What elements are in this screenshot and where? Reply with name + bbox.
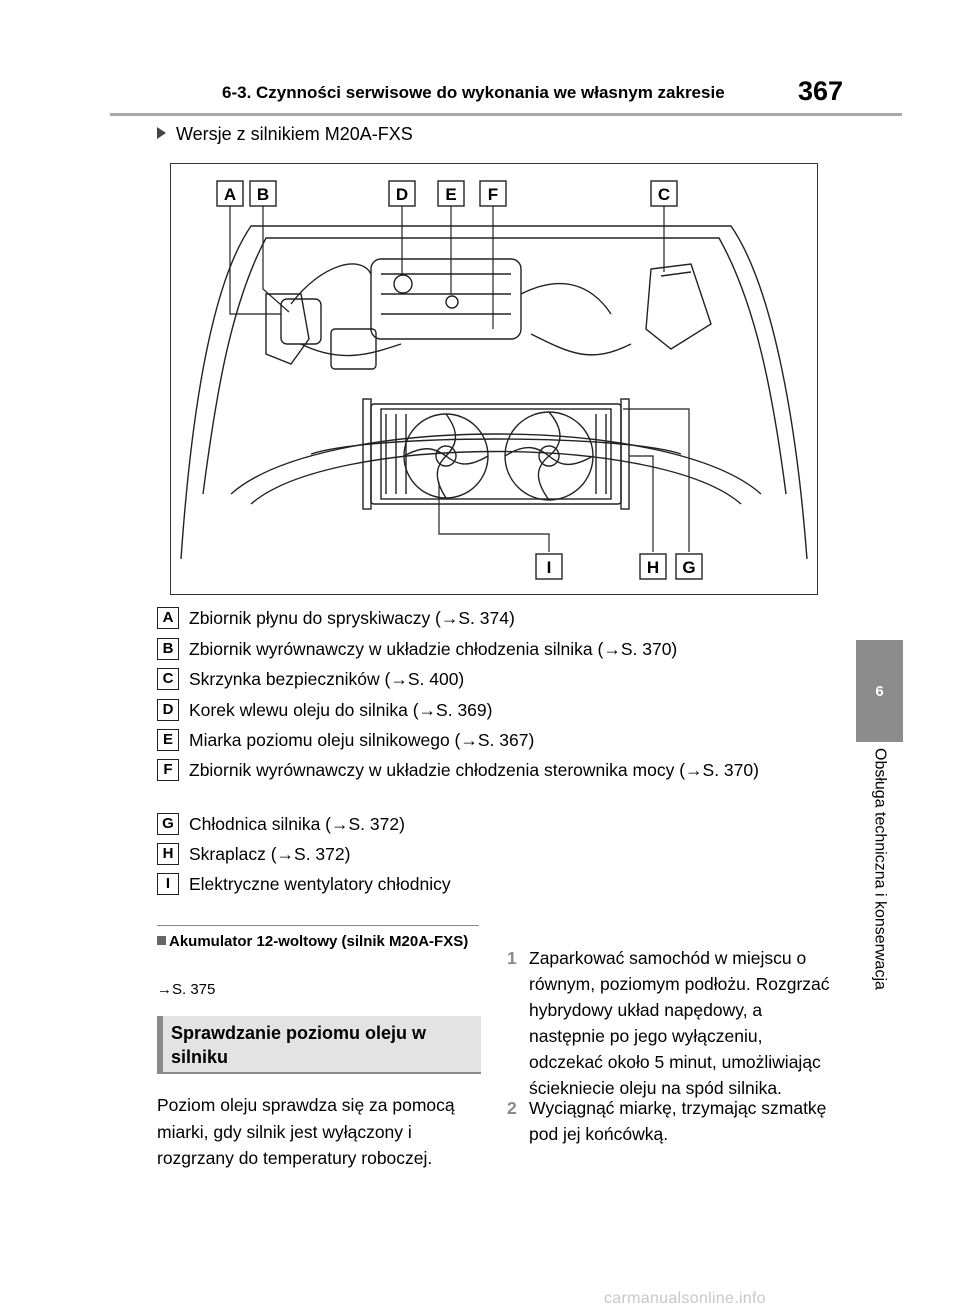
figure-label-e: E (445, 185, 457, 204)
figure-label-g: G (682, 558, 696, 577)
engine-bay-illustration (171, 164, 817, 594)
legend-item-g (157, 811, 829, 837)
figure-label-h: H (646, 558, 660, 577)
legend-text: Miarka poziomu oleju silnikowego (→S. 367) (189, 730, 535, 750)
figure-label-c: C (657, 185, 671, 204)
version-heading-text: Wersje z silnikiem M20A-FXS (176, 124, 413, 144)
legend-key: C (157, 668, 179, 690)
step-number: 1 (507, 948, 517, 968)
oil-intro-paragraph: Poziom oleju sprawdza się za pomocą miarki, gdy silnik jest wyłączony i rozgrzany do temperatury roboczej. (157, 1095, 455, 1168)
square-bullet-icon (157, 936, 166, 945)
legend-key: G (157, 813, 179, 835)
battery-page-ref: →S. 375 (157, 981, 216, 998)
chapter-number: 6 (875, 682, 884, 700)
legend-text: Skrzynka bezpieczników (→S. 400) (189, 669, 465, 689)
footer-watermark: carmanualsonline.info (604, 1290, 766, 1307)
step-2 (507, 1095, 837, 1147)
figure-label-i: I (546, 558, 552, 577)
battery-heading-text: Akumulator 12-woltowy (silnik M20A-FXS) (169, 933, 469, 950)
legend-text: Skraplacz (→S. 372) (189, 844, 351, 864)
legend-item-e (157, 727, 829, 753)
legend-text: Zbiornik wyrównawczy w układzie chłodzenia sterownika mocy (→S. 370) (189, 760, 759, 780)
legend-key: D (157, 699, 179, 721)
legend-item-f (157, 757, 779, 783)
chapter-title-vertical (856, 748, 903, 1048)
version-heading (157, 124, 413, 145)
figure-label-f: F (487, 185, 499, 204)
column-rule (157, 925, 479, 926)
legend-text: Zbiornik płynu do spryskiwaczy (→S. 374) (189, 608, 515, 628)
legend-text: Korek wlewu oleju do silnika (→S. 369) (189, 700, 493, 720)
legend-item-c (157, 666, 829, 692)
chapter-title: Obsługa techniczna i konserwacja (871, 748, 889, 990)
legend-key: I (157, 873, 179, 895)
battery-heading (157, 932, 477, 951)
legend-key: E (157, 729, 179, 751)
legend-item-h (157, 841, 829, 867)
oil-section-title: Sprawdzanie poziomu oleju w silniku (171, 1023, 427, 1067)
legend-key: F (157, 759, 179, 781)
figure-label-d: D (395, 185, 409, 204)
oil-section-heading (157, 1016, 481, 1074)
header-rule (110, 113, 902, 116)
legend-text: Chłodnica silnika (→S. 372) (189, 814, 405, 834)
legend-item-d (157, 697, 829, 723)
chapter-tab (856, 640, 903, 742)
step-number: 2 (507, 1098, 517, 1118)
legend-text: Elektryczne wentylatory chłodnicy (189, 874, 451, 894)
step-1 (507, 945, 837, 1101)
triangle-bullet-icon (157, 127, 166, 139)
figure-label-a: A (223, 185, 237, 204)
engine-bay-figure (170, 163, 818, 595)
figure-label-b: B (256, 185, 270, 204)
step-text: Zaparkować samochód w miejscu o równym, poziomym podłożu. Rozgrzać hybrydowy układ napędowy, a następnie po jego wyłączeniu, odczekać około 5 minut, umożliwiając ściekniecie oleju na spód silnika. (529, 948, 830, 1098)
legend-item-b (157, 636, 829, 662)
legend-text: Zbiornik wyrównawczy w układzie chłodzenia silnika (→S. 370) (189, 639, 678, 659)
legend-item-i (157, 871, 829, 897)
page-number: 367 (798, 76, 844, 106)
legend-item-a (157, 605, 829, 631)
legend-key: B (157, 638, 179, 660)
legend-key: H (157, 843, 179, 865)
section-title: 6-3. Czynności serwisowe do wykonania we własnym zakresie (222, 83, 725, 102)
heading-accent-bar (157, 1016, 163, 1072)
legend-key: A (157, 607, 179, 629)
step-text: Wyciągnąć miarkę, trzymając szmatkę pod jej końcówką. (529, 1098, 827, 1144)
